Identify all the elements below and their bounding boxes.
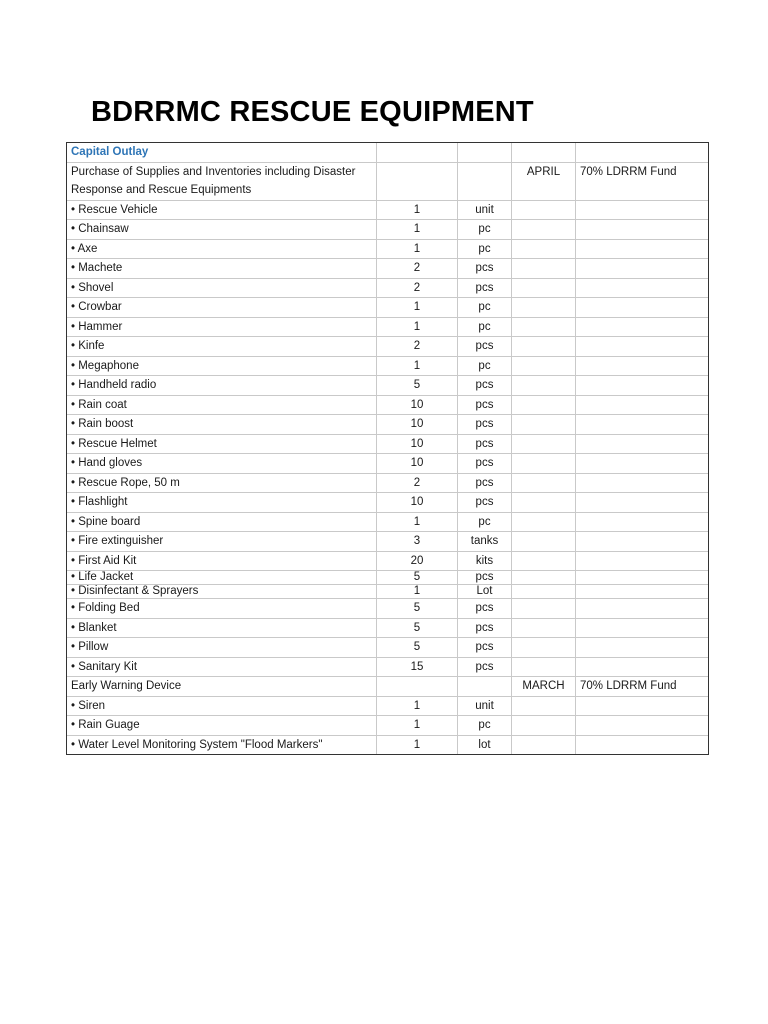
table-row — [67, 434, 709, 454]
item-quantity: 5 — [377, 638, 458, 658]
item-name: • Rain Guage — [67, 716, 377, 736]
item-unit: unit — [458, 200, 512, 220]
table-row — [67, 493, 709, 513]
table-row — [67, 259, 709, 279]
fund-cell — [576, 585, 709, 599]
item-unit: pc — [458, 220, 512, 240]
month-cell — [512, 434, 576, 454]
item-quantity: 1 — [377, 239, 458, 259]
item-name: • Rescue Vehicle — [67, 200, 377, 220]
fund-cell — [576, 395, 709, 415]
item-quantity: 1 — [377, 716, 458, 736]
fund-cell — [576, 376, 709, 396]
section-header: Capital Outlay — [67, 143, 377, 163]
table-row — [67, 473, 709, 493]
item-unit: pcs — [458, 337, 512, 357]
item-quantity: 10 — [377, 493, 458, 513]
item-name: • Water Level Monitoring System "Flood Markers" — [67, 735, 377, 755]
fund-cell — [576, 493, 709, 513]
table-row — [67, 599, 709, 619]
table-row — [67, 735, 709, 755]
fund-cell — [576, 473, 709, 493]
item-quantity: 10 — [377, 434, 458, 454]
item-unit: pcs — [458, 599, 512, 619]
table-row — [67, 278, 709, 298]
table-row — [67, 454, 709, 474]
table-row — [67, 696, 709, 716]
item-quantity: 1 — [377, 200, 458, 220]
item-name: • Rain coat — [67, 395, 377, 415]
month-cell — [512, 298, 576, 318]
item-name: • First Aid Kit — [67, 551, 377, 571]
item-quantity: 10 — [377, 395, 458, 415]
fund-cell — [576, 317, 709, 337]
fund-cell — [576, 298, 709, 318]
item-name: • Chainsaw — [67, 220, 377, 240]
item-name: • Folding Bed — [67, 599, 377, 619]
warning-description: Early Warning Device — [67, 677, 377, 697]
item-quantity: 1 — [377, 696, 458, 716]
item-quantity: 1 — [377, 585, 458, 599]
month-cell — [512, 657, 576, 677]
item-quantity: 3 — [377, 532, 458, 552]
item-unit: lot — [458, 735, 512, 755]
item-quantity: 2 — [377, 259, 458, 279]
month-cell — [512, 551, 576, 571]
purchase-fund: 70% LDRRM Fund — [576, 162, 709, 200]
table-row — [67, 585, 709, 599]
item-quantity: 2 — [377, 473, 458, 493]
table-row — [67, 356, 709, 376]
item-quantity: 1 — [377, 317, 458, 337]
item-name: • Life Jacket — [67, 571, 377, 585]
item-quantity: 1 — [377, 298, 458, 318]
item-quantity: 2 — [377, 278, 458, 298]
month-cell — [512, 599, 576, 619]
month-cell — [512, 585, 576, 599]
item-name: • Machete — [67, 259, 377, 279]
item-quantity: 5 — [377, 376, 458, 396]
fund-cell — [576, 259, 709, 279]
fund-cell — [576, 696, 709, 716]
purchase-row — [67, 162, 709, 200]
month-cell — [512, 376, 576, 396]
table-row — [67, 317, 709, 337]
item-name: • Handheld radio — [67, 376, 377, 396]
table-row — [67, 395, 709, 415]
item-name: • Shovel — [67, 278, 377, 298]
item-name: • Rescue Rope, 50 m — [67, 473, 377, 493]
equipment-table — [66, 142, 709, 755]
item-name: • Hammer — [67, 317, 377, 337]
month-cell — [512, 735, 576, 755]
table-row — [67, 415, 709, 435]
item-unit: tanks — [458, 532, 512, 552]
item-name: • Megaphone — [67, 356, 377, 376]
item-quantity: 10 — [377, 415, 458, 435]
fund-cell — [576, 657, 709, 677]
item-unit: pcs — [458, 395, 512, 415]
month-cell — [512, 571, 576, 585]
fund-cell — [576, 356, 709, 376]
item-unit: pcs — [458, 638, 512, 658]
item-unit: pcs — [458, 454, 512, 474]
table-row — [67, 200, 709, 220]
item-name: • Hand gloves — [67, 454, 377, 474]
month-cell — [512, 395, 576, 415]
fund-cell — [576, 735, 709, 755]
item-name: • Flashlight — [67, 493, 377, 513]
item-unit: pc — [458, 239, 512, 259]
table-row — [67, 657, 709, 677]
fund-cell — [576, 512, 709, 532]
item-name: • Rain boost — [67, 415, 377, 435]
month-cell — [512, 337, 576, 357]
item-unit: pc — [458, 716, 512, 736]
item-name: • Kinfe — [67, 337, 377, 357]
item-quantity: 5 — [377, 571, 458, 585]
month-cell — [512, 638, 576, 658]
item-name: • Fire extinguisher — [67, 532, 377, 552]
month-cell — [512, 716, 576, 736]
month-cell — [512, 454, 576, 474]
item-unit: pcs — [458, 376, 512, 396]
item-unit: pcs — [458, 415, 512, 435]
table-row — [67, 220, 709, 240]
item-unit: unit — [458, 696, 512, 716]
item-quantity: 10 — [377, 454, 458, 474]
table-row — [67, 716, 709, 736]
fund-cell — [576, 716, 709, 736]
item-unit: pc — [458, 298, 512, 318]
month-cell — [512, 696, 576, 716]
item-unit: pcs — [458, 434, 512, 454]
item-unit: pcs — [458, 278, 512, 298]
item-quantity: 5 — [377, 599, 458, 619]
month-cell — [512, 415, 576, 435]
fund-cell — [576, 220, 709, 240]
empty-cell — [458, 677, 512, 697]
fund-cell — [576, 532, 709, 552]
item-quantity: 1 — [377, 512, 458, 532]
table-row — [67, 618, 709, 638]
warning-fund: 70% LDRRM Fund — [576, 677, 709, 697]
fund-cell — [576, 434, 709, 454]
fund-cell — [576, 551, 709, 571]
item-quantity: 1 — [377, 356, 458, 376]
table-row — [67, 571, 709, 585]
item-name: • Axe — [67, 239, 377, 259]
item-name: • Sanitary Kit — [67, 657, 377, 677]
item-unit: pcs — [458, 493, 512, 513]
table-row — [67, 337, 709, 357]
fund-cell — [576, 571, 709, 585]
item-unit: Lot — [458, 585, 512, 599]
item-unit: kits — [458, 551, 512, 571]
fund-cell — [576, 415, 709, 435]
page-title: BDRRMC RESCUE EQUIPMENT — [91, 96, 534, 128]
item-quantity: 5 — [377, 618, 458, 638]
item-quantity: 1 — [377, 220, 458, 240]
item-unit: pcs — [458, 259, 512, 279]
item-name: • Rescue Helmet — [67, 434, 377, 454]
item-quantity: 2 — [377, 337, 458, 357]
purchase-month: APRIL — [512, 162, 576, 200]
item-unit: pc — [458, 317, 512, 337]
item-unit: pc — [458, 356, 512, 376]
table-row — [67, 532, 709, 552]
table-row — [67, 551, 709, 571]
fund-cell — [576, 618, 709, 638]
month-cell — [512, 278, 576, 298]
month-cell — [512, 512, 576, 532]
warning-row — [67, 677, 709, 697]
table-row — [67, 298, 709, 318]
fund-cell — [576, 278, 709, 298]
month-cell — [512, 532, 576, 552]
item-quantity: 15 — [377, 657, 458, 677]
fund-cell — [576, 454, 709, 474]
fund-cell — [576, 200, 709, 220]
item-name: • Crowbar — [67, 298, 377, 318]
purchase-description: Purchase of Supplies and Inventories including Disaster Response and Rescue Equipments — [67, 162, 377, 200]
item-quantity: 1 — [377, 735, 458, 755]
fund-cell — [576, 638, 709, 658]
item-name: • Spine board — [67, 512, 377, 532]
month-cell — [512, 220, 576, 240]
section-header-row — [67, 143, 709, 163]
item-unit: pcs — [458, 571, 512, 585]
item-name: • Siren — [67, 696, 377, 716]
item-unit: pcs — [458, 657, 512, 677]
fund-cell — [576, 599, 709, 619]
fund-cell — [576, 337, 709, 357]
item-quantity: 20 — [377, 551, 458, 571]
month-cell — [512, 493, 576, 513]
table-row — [67, 376, 709, 396]
month-cell — [512, 618, 576, 638]
item-unit: pc — [458, 512, 512, 532]
item-name: • Blanket — [67, 618, 377, 638]
fund-cell — [576, 239, 709, 259]
month-cell — [512, 259, 576, 279]
table-row — [67, 512, 709, 532]
month-cell — [512, 200, 576, 220]
warning-month: MARCH — [512, 677, 576, 697]
item-unit: pcs — [458, 618, 512, 638]
table-row — [67, 239, 709, 259]
empty-cell — [377, 677, 458, 697]
item-unit: pcs — [458, 473, 512, 493]
table-row — [67, 638, 709, 658]
item-name: • Disinfectant & Sprayers — [67, 585, 377, 599]
month-cell — [512, 473, 576, 493]
month-cell — [512, 317, 576, 337]
month-cell — [512, 239, 576, 259]
item-name: • Pillow — [67, 638, 377, 658]
month-cell — [512, 356, 576, 376]
